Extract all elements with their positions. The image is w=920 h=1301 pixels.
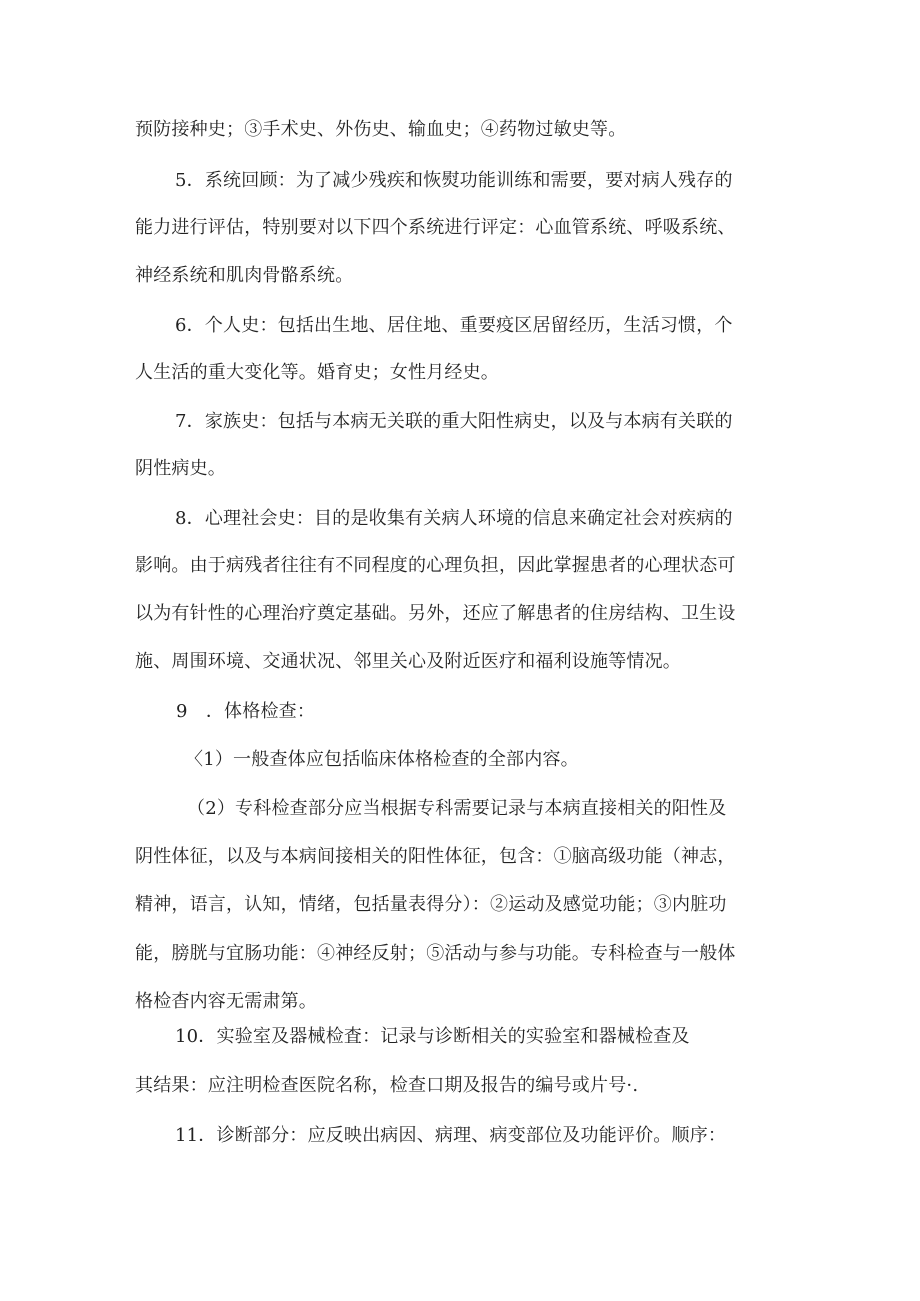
- text-line: 7．家族史：包括与本病无关联的重大阳性病史，以及与本病有关联的: [175, 411, 733, 432]
- text-line: 5．系统回顾：为了减少残疾和恢熨功能训练和需要，要对病人残存的: [175, 170, 733, 191]
- text-line: 10．实验室及器械检査：记录与诊断相关的实验室和器械检查及: [175, 1026, 690, 1047]
- text-line: 格检杳内容无需肃第。: [135, 991, 317, 1012]
- text-line: 11．诊断部分：应反映出病因、病理、病变部位及功能评价。顺序：: [175, 1125, 727, 1146]
- text-line: 预防接种史；③手术史、外伤史、输血史；④药物过敏史等。: [135, 119, 627, 140]
- text-line: 神经系统和肌肉骨骼系统。: [135, 265, 354, 286]
- text-line: 能力进行评估，特别要对以下四个系统进行评定：心血管系统、呼吸系统、: [135, 217, 736, 238]
- text-line: 精神，语言，认知，情绪，包括量表得分）：②运动及感觉功能；③内脏功: [135, 894, 727, 915]
- text-line: 其结果：应注明检查医院名称，检查口期及报告的编号或片号·.: [135, 1075, 639, 1096]
- text-line: 8．心理社会史：目的是收集有关病人环境的信息来确定社会对疾病的: [175, 508, 733, 529]
- text-line: 人生活的重大变化等。婚育史；女性月经史。: [135, 362, 499, 383]
- text-line: 6．个人史：包括出生地、居住地、重要疫区居留经历，生活习惯，个: [175, 315, 733, 336]
- text-line: 能，膀胱与宜肠功能：④神经反射；⑤活动与参与功能。专科检查与一般体: [135, 943, 736, 964]
- text-line: 施、周围环境、交通状况、邻里关心及附近医疗和福利设施等情况。: [135, 651, 681, 672]
- text-line: 9 ．体格检查：: [176, 701, 316, 722]
- text-line: 〈1）一般查体应包括临床体格检查的全部内容。: [185, 749, 579, 770]
- text-line: 阴性体征，以及与本病间接相关的阳性体征，包含：①脑高级功能（神志，: [135, 846, 736, 867]
- text-line: 影响。由于病残者往往有不同程度的心理负担，因此掌握患者的心理状态可: [135, 555, 736, 576]
- text-line: （2）专科检查部分应当根据专科需要记录与本病直接相关的阳性及: [187, 798, 727, 819]
- text-line: 阴性病史。: [135, 458, 226, 479]
- text-line: 以为有针性的心理治疗奠定基础。另外，还应了解患者的住房结构、卫生设: [135, 603, 736, 624]
